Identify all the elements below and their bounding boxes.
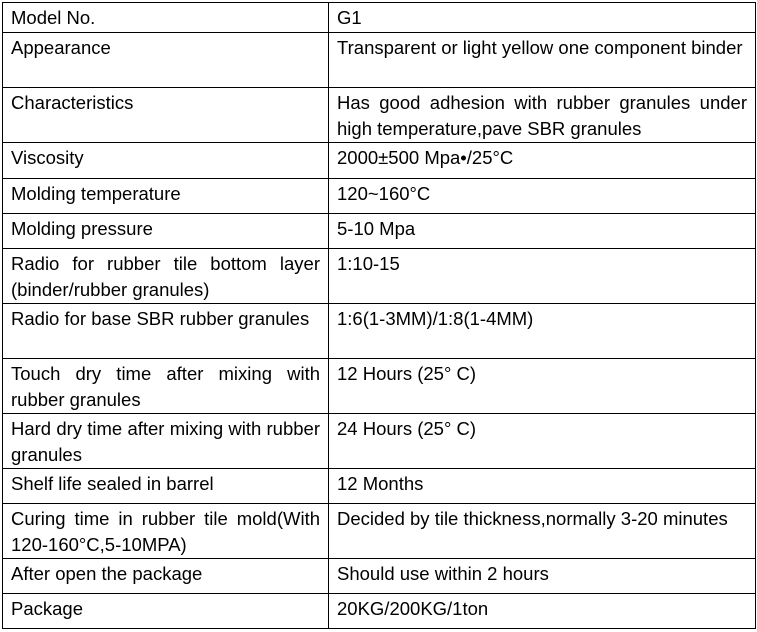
spec-label: Model No. xyxy=(3,3,329,33)
spec-table xyxy=(2,2,756,629)
spec-value: 2000±500 Mpa•/25°C xyxy=(329,143,756,179)
table-row xyxy=(3,214,756,249)
table-row xyxy=(3,88,756,143)
spec-label: Shelf life sealed in barrel xyxy=(3,469,329,504)
table-row xyxy=(3,359,756,414)
table-row xyxy=(3,249,756,304)
spec-value: 24 Hours (25° C) xyxy=(329,414,756,469)
spec-label: Molding temperature xyxy=(3,179,329,214)
spec-label: Hard dry time after mixing with rubber granules xyxy=(3,414,329,469)
spec-label: Appearance xyxy=(3,33,329,88)
spec-value: Decided by tile thickness,normally 3-20 minutes xyxy=(329,504,756,559)
spec-value: G1 xyxy=(329,3,756,33)
table-row xyxy=(3,179,756,214)
table-row xyxy=(3,594,756,629)
spec-label: Characteristics xyxy=(3,88,329,143)
spec-label: Package xyxy=(3,594,329,629)
table-row xyxy=(3,3,756,33)
table-row xyxy=(3,304,756,359)
spec-value: 120~160°C xyxy=(329,179,756,214)
spec-label: Radio for rubber tile bottom layer (binder/rubber granules) xyxy=(3,249,329,304)
spec-value: 1:10-15 xyxy=(329,249,756,304)
table-row xyxy=(3,33,756,88)
spec-value: 20KG/200KG/1ton xyxy=(329,594,756,629)
spec-label: Viscosity xyxy=(3,143,329,179)
spec-value: 12 Months xyxy=(329,469,756,504)
table-row xyxy=(3,504,756,559)
spec-label: Molding pressure xyxy=(3,214,329,249)
table-row xyxy=(3,143,756,179)
spec-value: Has good adhesion with rubber granules under high temperature,pave SBR granules xyxy=(329,88,756,143)
table-row xyxy=(3,469,756,504)
spec-value: 5-10 Mpa xyxy=(329,214,756,249)
spec-label: After open the package xyxy=(3,559,329,594)
spec-label: Touch dry time after mixing with rubber granules xyxy=(3,359,329,414)
spec-value: 1:6(1-3MM)/1:8(1-4MM) xyxy=(329,304,756,359)
spec-label: Radio for base SBR rubber granules xyxy=(3,304,329,359)
spec-value: Transparent or light yellow one component binder xyxy=(329,33,756,88)
spec-value: Should use within 2 hours xyxy=(329,559,756,594)
spec-value: 12 Hours (25° C) xyxy=(329,359,756,414)
table-row xyxy=(3,559,756,594)
table-row xyxy=(3,414,756,469)
spec-label: Curing time in rubber tile mold(With 120-160°C,5-10MPA) xyxy=(3,504,329,559)
